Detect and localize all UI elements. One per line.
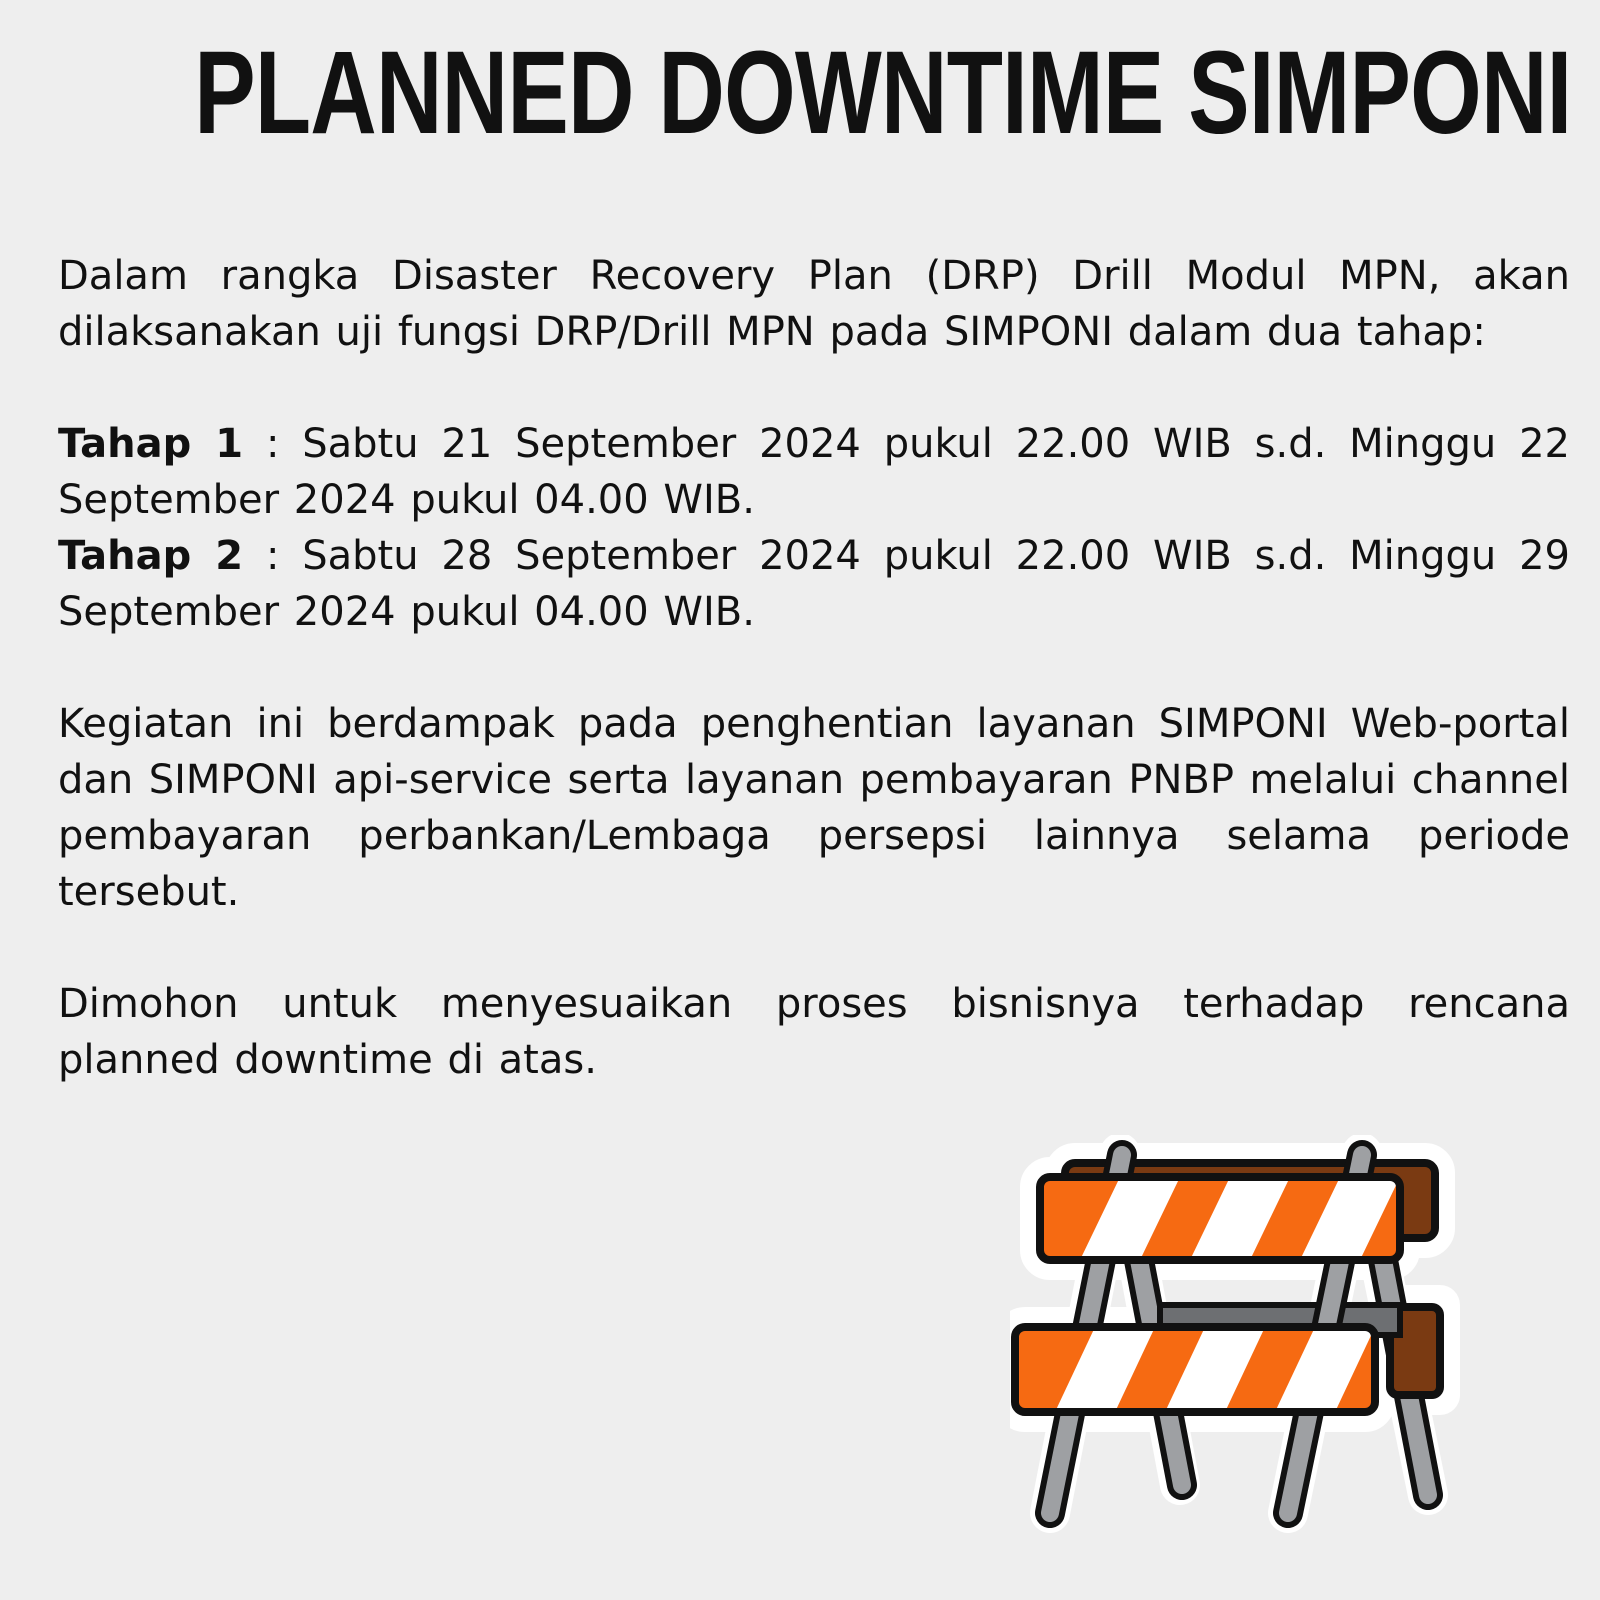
barricade-top-board <box>1040 1177 1400 1260</box>
stage-2-label: Tahap 2 <box>58 533 244 579</box>
stage-1 <box>58 416 1570 528</box>
page-title <box>0 28 1600 158</box>
stage-2 <box>58 528 1570 640</box>
closing-paragraph: Dimohon untuk menyesuaikan proses bisnisnya terhadap rencana planned downtime di atas. <box>58 981 1570 1083</box>
spacer <box>58 360 1570 416</box>
barricade-bottom-board <box>1015 1327 1375 1412</box>
spacer <box>58 920 1570 976</box>
impact-paragraph: Kegiatan ini berdampak pada penghentian layanan SIMPONI Web-portal dan SIMPONI api-service serta layanan pembayaran PNBP melalui channel pembayaran perbankan/Lembaga persepsi lainnya selama periode tersebut. <box>58 701 1570 915</box>
announcement-body <box>58 248 1570 1088</box>
intro-paragraph: Dalam rangka Disaster Recovery Plan (DRP) Drill Modul MPN, akan dilaksanakan uji fungsi DRP/Drill MPN pada SIMPONI dalam dua tahap: <box>58 253 1570 355</box>
page-title-text: PLANNED DOWNTIME SIMPONI <box>194 27 1572 159</box>
spacer <box>58 640 1570 696</box>
stage-2-text: : Sabtu 28 September 2024 pukul 22.00 WIB s.d. Minggu 29 September 2024 pukul 04.00 WIB. <box>58 533 1570 635</box>
stage-1-text: : Sabtu 21 September 2024 pukul 22.00 WIB s.d. Minggu 22 September 2024 pukul 04.00 WIB. <box>58 421 1570 523</box>
road-barricade-icon <box>1010 1135 1480 1565</box>
stage-1-label: Tahap 1 <box>58 421 244 467</box>
